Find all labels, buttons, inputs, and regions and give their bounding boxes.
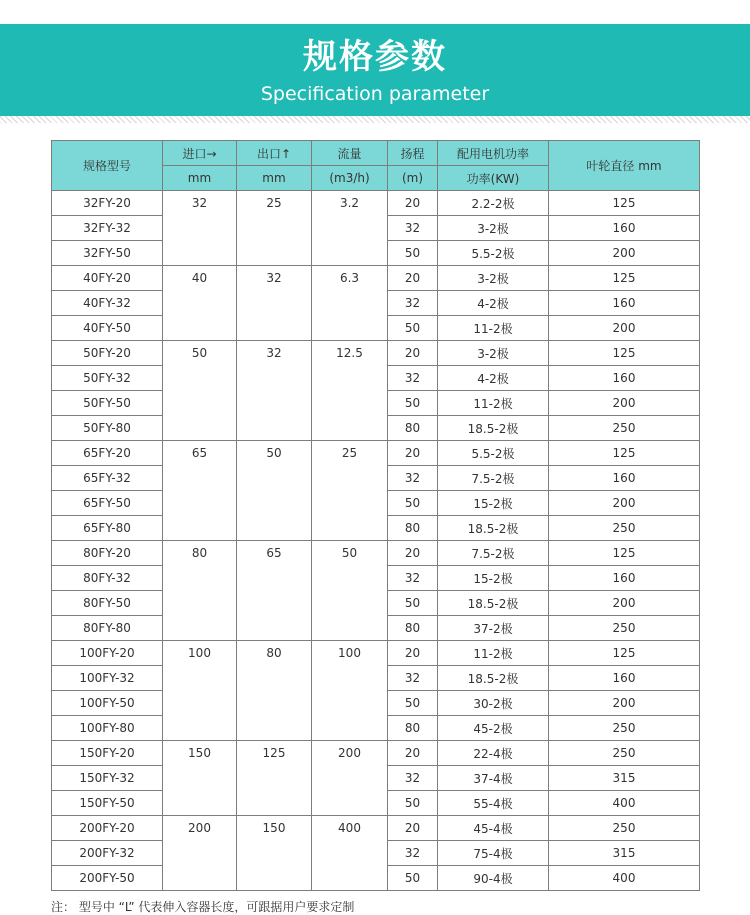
cell-power: 18.5-2极 [438, 516, 549, 541]
cell-model: 40FY-20 [52, 266, 163, 291]
cell-head: 20 [388, 541, 438, 566]
spec-table-body [52, 191, 700, 891]
cell-model: 200FY-32 [52, 841, 163, 866]
cell-power: 18.5-2极 [438, 591, 549, 616]
cell-flow: 50 [312, 541, 388, 641]
cell-power: 45-4极 [438, 816, 549, 841]
cell-power: 4-2极 [438, 291, 549, 316]
table-row [52, 541, 700, 566]
cell-head: 32 [388, 766, 438, 791]
cell-outlet: 32 [237, 266, 312, 341]
cell-impeller: 315 [549, 766, 700, 791]
cell-power: 37-2极 [438, 616, 549, 641]
cell-head: 32 [388, 841, 438, 866]
cell-power: 11-2极 [438, 391, 549, 416]
cell-flow: 6.3 [312, 266, 388, 341]
header-model: 规格型号 [52, 141, 163, 191]
cell-model: 65FY-50 [52, 491, 163, 516]
cell-power: 7.5-2极 [438, 466, 549, 491]
cell-power: 22-4极 [438, 741, 549, 766]
cell-power: 75-4极 [438, 841, 549, 866]
cell-inlet: 65 [163, 441, 237, 541]
table-row [52, 816, 700, 841]
cell-impeller: 160 [549, 666, 700, 691]
cell-head: 50 [388, 491, 438, 516]
cell-impeller: 250 [549, 416, 700, 441]
cell-power: 5.5-2极 [438, 241, 549, 266]
cell-flow: 400 [312, 816, 388, 891]
header-outlet: 出口↑ [237, 141, 312, 166]
cell-model: 80FY-80 [52, 616, 163, 641]
cell-model: 80FY-50 [52, 591, 163, 616]
cell-model: 100FY-32 [52, 666, 163, 691]
cell-head: 32 [388, 216, 438, 241]
table-row [52, 191, 700, 216]
title-banner [0, 24, 750, 116]
cell-head: 80 [388, 416, 438, 441]
cell-impeller: 400 [549, 791, 700, 816]
cell-head: 32 [388, 566, 438, 591]
cell-flow: 25 [312, 441, 388, 541]
cell-power: 11-2极 [438, 316, 549, 341]
cell-impeller: 200 [549, 491, 700, 516]
cell-outlet: 50 [237, 441, 312, 541]
cell-inlet: 150 [163, 741, 237, 816]
cell-head: 32 [388, 666, 438, 691]
cell-impeller: 125 [549, 541, 700, 566]
cell-head: 50 [388, 591, 438, 616]
table-row [52, 441, 700, 466]
cell-model: 32FY-32 [52, 216, 163, 241]
cell-head: 50 [388, 866, 438, 891]
cell-model: 40FY-50 [52, 316, 163, 341]
cell-model: 65FY-20 [52, 441, 163, 466]
header-motor-unit: 功率(KW) [438, 166, 549, 191]
cell-model: 65FY-80 [52, 516, 163, 541]
cell-head: 20 [388, 441, 438, 466]
cell-impeller: 200 [549, 316, 700, 341]
cell-outlet: 25 [237, 191, 312, 266]
header-inlet: 进口→ [163, 141, 237, 166]
cell-power: 55-4极 [438, 791, 549, 816]
cell-head: 50 [388, 391, 438, 416]
cell-power: 4-2极 [438, 366, 549, 391]
cell-impeller: 200 [549, 241, 700, 266]
cell-head: 50 [388, 791, 438, 816]
cell-power: 90-4极 [438, 866, 549, 891]
cell-inlet: 100 [163, 641, 237, 741]
page-title: 规格参数 [303, 37, 447, 77]
cell-model: 80FY-32 [52, 566, 163, 591]
cell-impeller: 250 [549, 741, 700, 766]
cell-model: 50FY-50 [52, 391, 163, 416]
page-subtitle: Specification parameter [260, 83, 490, 105]
spec-table [51, 140, 700, 891]
header-impeller: 叶轮直径 mm [549, 141, 700, 191]
header-flow-unit: (m3/h) [312, 166, 388, 191]
cell-power: 45-2极 [438, 716, 549, 741]
cell-power: 15-2极 [438, 566, 549, 591]
cell-inlet: 50 [163, 341, 237, 441]
cell-head: 20 [388, 191, 438, 216]
cell-impeller: 250 [549, 816, 700, 841]
cell-head: 32 [388, 366, 438, 391]
cell-head: 20 [388, 741, 438, 766]
cell-impeller: 200 [549, 691, 700, 716]
cell-model: 200FY-20 [52, 816, 163, 841]
cell-inlet: 80 [163, 541, 237, 641]
cell-model: 100FY-50 [52, 691, 163, 716]
cell-head: 50 [388, 316, 438, 341]
cell-model: 80FY-20 [52, 541, 163, 566]
cell-power: 3-2极 [438, 216, 549, 241]
header-row [52, 141, 700, 166]
cell-inlet: 40 [163, 266, 237, 341]
cell-model: 50FY-80 [52, 416, 163, 441]
cell-model: 32FY-50 [52, 241, 163, 266]
cell-head: 20 [388, 816, 438, 841]
cell-power: 5.5-2极 [438, 441, 549, 466]
cell-impeller: 160 [549, 291, 700, 316]
cell-head: 80 [388, 516, 438, 541]
cell-inlet: 32 [163, 191, 237, 266]
cell-impeller: 160 [549, 466, 700, 491]
cell-flow: 3.2 [312, 191, 388, 266]
cell-power: 37-4极 [438, 766, 549, 791]
cell-model: 100FY-80 [52, 716, 163, 741]
cell-power: 18.5-2极 [438, 666, 549, 691]
cell-power: 7.5-2极 [438, 541, 549, 566]
cell-flow: 12.5 [312, 341, 388, 441]
cell-impeller: 250 [549, 716, 700, 741]
cell-model: 150FY-50 [52, 791, 163, 816]
cell-head: 32 [388, 466, 438, 491]
cell-model: 150FY-20 [52, 741, 163, 766]
cell-model: 32FY-20 [52, 191, 163, 216]
cell-outlet: 65 [237, 541, 312, 641]
cell-head: 80 [388, 716, 438, 741]
cell-impeller: 250 [549, 516, 700, 541]
cell-head: 50 [388, 691, 438, 716]
cell-head: 80 [388, 616, 438, 641]
cell-model: 50FY-20 [52, 341, 163, 366]
cell-power: 2.2-2极 [438, 191, 549, 216]
cell-model: 50FY-32 [52, 366, 163, 391]
cell-power: 3-2极 [438, 341, 549, 366]
header-head: 扬程 [388, 141, 438, 166]
cell-inlet: 200 [163, 816, 237, 891]
cell-outlet: 32 [237, 341, 312, 441]
cell-model: 150FY-32 [52, 766, 163, 791]
cell-outlet: 150 [237, 816, 312, 891]
cell-head: 20 [388, 641, 438, 666]
cell-model: 100FY-20 [52, 641, 163, 666]
cell-impeller: 315 [549, 841, 700, 866]
header-head-unit: (m) [388, 166, 438, 191]
table-row [52, 641, 700, 666]
header-inlet-unit: mm [163, 166, 237, 191]
cell-impeller: 160 [549, 566, 700, 591]
table-row [52, 266, 700, 291]
cell-power: 18.5-2极 [438, 416, 549, 441]
cell-power: 3-2极 [438, 266, 549, 291]
cell-model: 65FY-32 [52, 466, 163, 491]
table-row [52, 741, 700, 766]
cell-impeller: 160 [549, 216, 700, 241]
cell-impeller: 160 [549, 366, 700, 391]
cell-impeller: 400 [549, 866, 700, 891]
cell-outlet: 125 [237, 741, 312, 816]
footnote: 注： 型号中 “L” 代表伸入容器长度，可跟据用户要求定制 [51, 900, 355, 914]
cell-head: 32 [388, 291, 438, 316]
cell-flow: 100 [312, 641, 388, 741]
cell-head: 20 [388, 341, 438, 366]
cell-power: 15-2极 [438, 491, 549, 516]
cell-head: 50 [388, 241, 438, 266]
cell-model: 200FY-50 [52, 866, 163, 891]
header-outlet-unit: mm [237, 166, 312, 191]
cell-head: 20 [388, 266, 438, 291]
cell-impeller: 125 [549, 341, 700, 366]
header-flow: 流量 [312, 141, 388, 166]
cell-flow: 200 [312, 741, 388, 816]
cell-impeller: 125 [549, 266, 700, 291]
cell-power: 30-2极 [438, 691, 549, 716]
cell-model: 40FY-32 [52, 291, 163, 316]
cell-impeller: 125 [549, 191, 700, 216]
header-motor: 配用电机功率 [438, 141, 549, 166]
cell-impeller: 200 [549, 591, 700, 616]
cell-impeller: 125 [549, 441, 700, 466]
cell-impeller: 250 [549, 616, 700, 641]
cell-power: 11-2极 [438, 641, 549, 666]
cell-outlet: 80 [237, 641, 312, 741]
table-row [52, 341, 700, 366]
cell-impeller: 200 [549, 391, 700, 416]
cell-impeller: 125 [549, 641, 700, 666]
hatch-divider [0, 116, 750, 123]
